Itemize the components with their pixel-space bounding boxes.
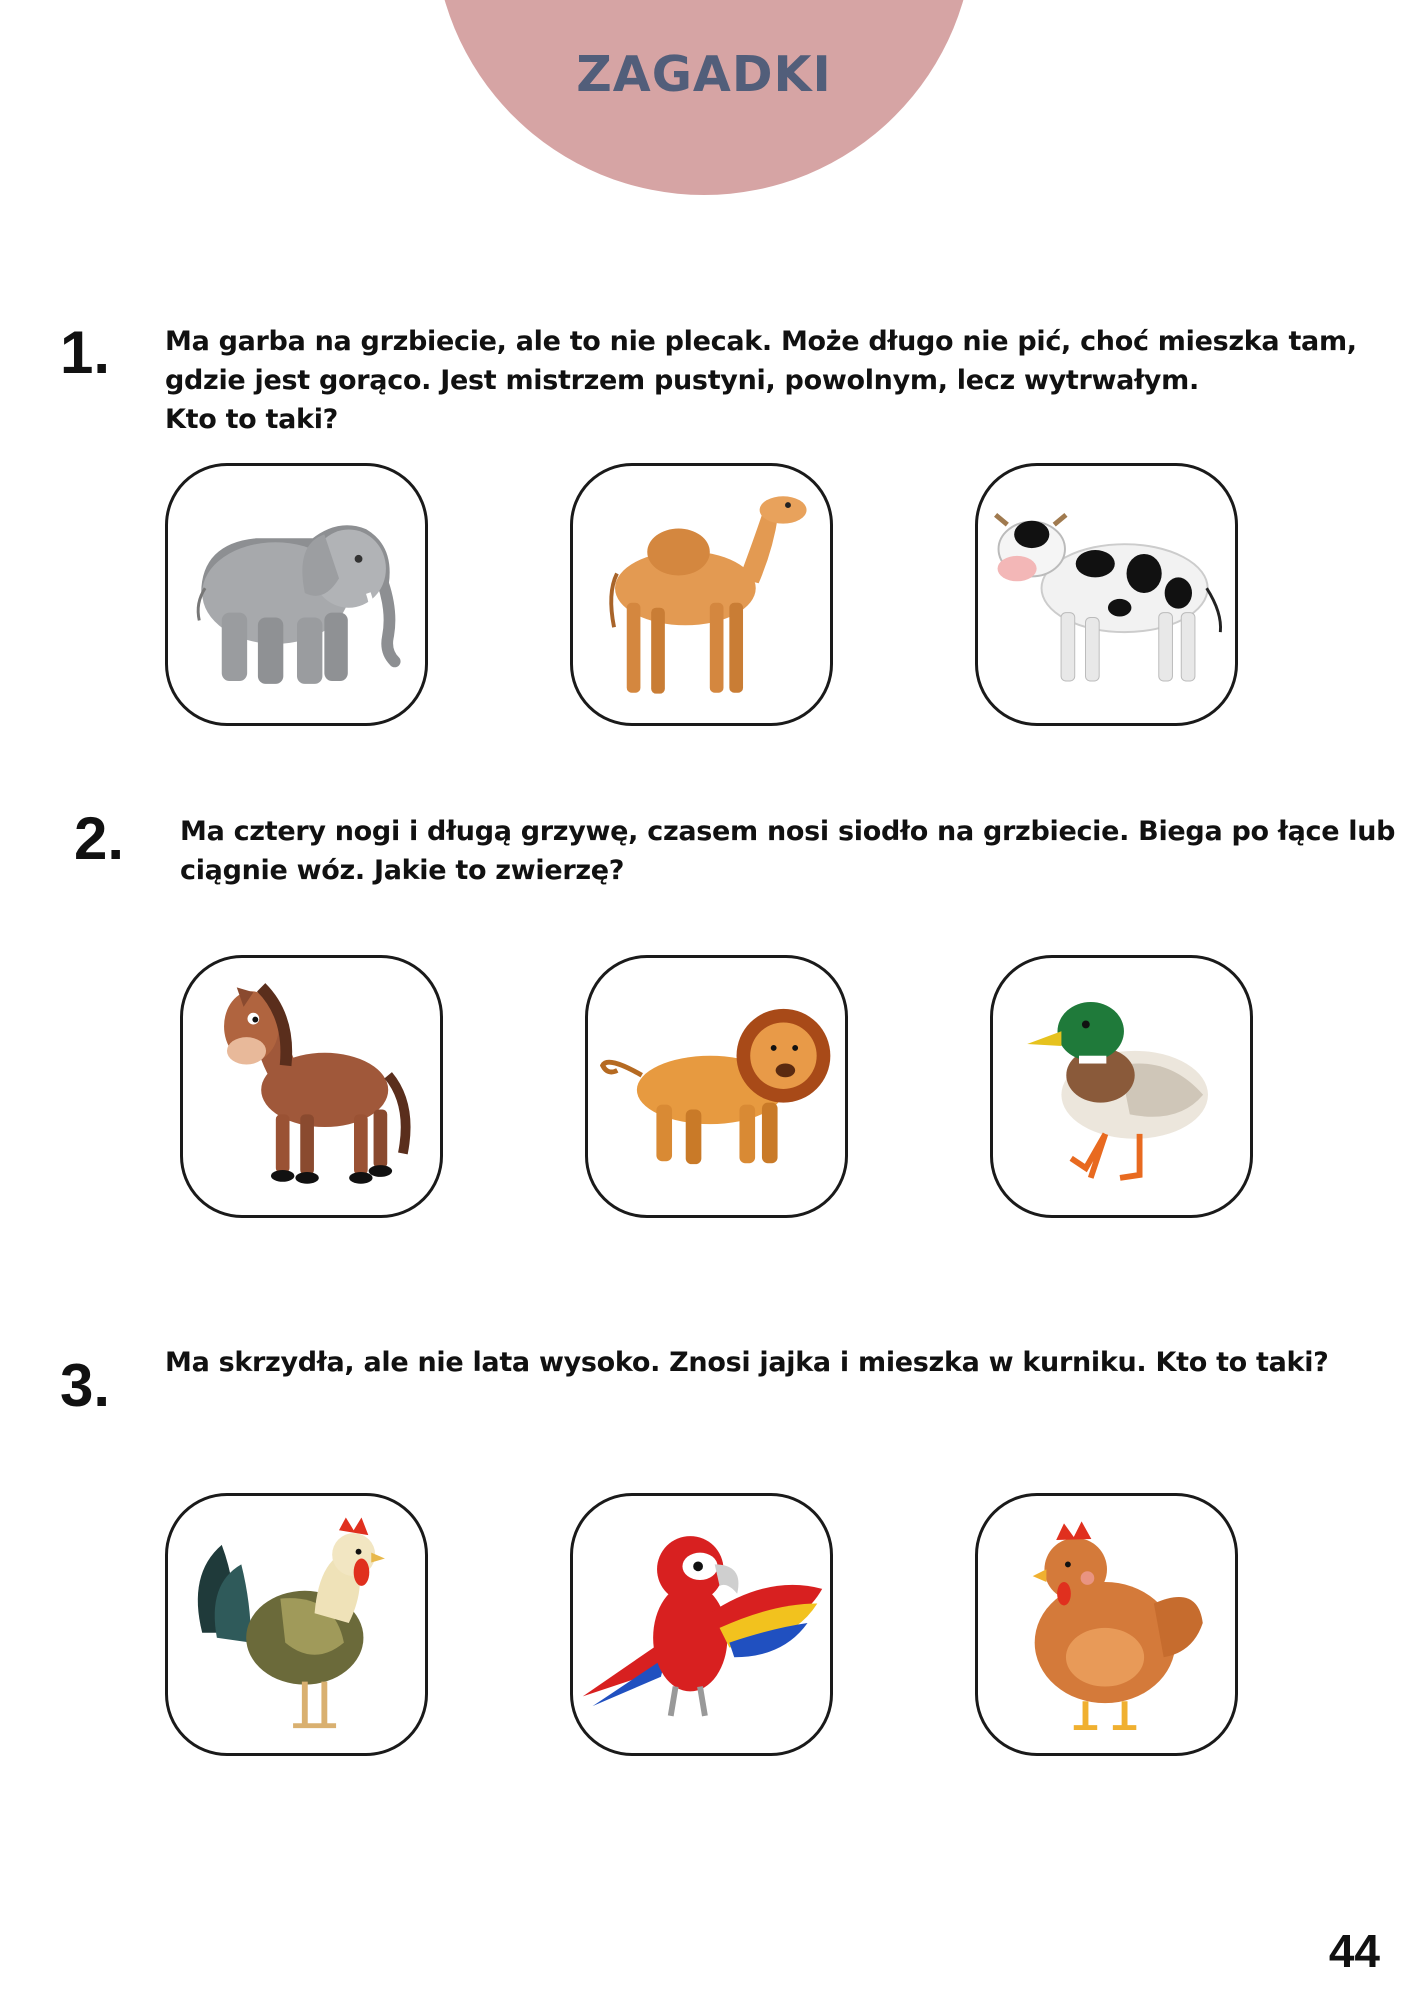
option-card-elephant[interactable] xyxy=(165,463,428,726)
question-line: Ma skrzydła, ale nie lata wysoko. Znosi jajka i mieszka w kurniku. Kto to taki? xyxy=(165,1347,1329,1378)
option-card-camel[interactable] xyxy=(570,463,833,726)
page-number: 44 xyxy=(1328,1925,1380,1977)
option-card-hen[interactable] xyxy=(975,1493,1238,1756)
cow-icon xyxy=(978,466,1235,723)
question-line: Ma garba na grzbiecie, ale to nie plecak. Może długo nie pić, choć mieszka tam, xyxy=(165,326,1357,357)
option-card-rooster[interactable] xyxy=(165,1493,428,1756)
hen-icon xyxy=(978,1496,1235,1753)
question-2-number: 2. xyxy=(74,805,125,872)
option-card-horse[interactable] xyxy=(180,955,443,1218)
question-line: ciągnie wóz. Jakie to zwierzę? xyxy=(180,855,625,886)
question-line: Kto to taki? xyxy=(165,404,339,435)
question-line: Ma cztery nogi i długą grzywę, czasem nosi siodło na grzbiecie. Biega po łące lub xyxy=(180,816,1396,847)
question-line: gdzie jest gorąco. Jest mistrzem pustyni, powolnym, lecz wytrwałym. xyxy=(165,365,1199,396)
lion-icon xyxy=(588,958,845,1215)
option-card-parrot[interactable] xyxy=(570,1493,833,1756)
option-card-cow[interactable] xyxy=(975,463,1238,726)
page-title: ZAGADKI xyxy=(576,46,832,103)
duck-icon xyxy=(993,958,1250,1215)
horse-icon xyxy=(183,958,440,1215)
question-1-text xyxy=(165,322,1357,439)
option-card-duck[interactable] xyxy=(990,955,1253,1218)
question-3-number: 3. xyxy=(60,1352,111,1419)
rooster-icon xyxy=(168,1496,425,1753)
option-card-lion[interactable] xyxy=(585,955,848,1218)
question-2-text xyxy=(180,812,1395,890)
elephant-icon xyxy=(168,466,425,723)
question-1-number: 1. xyxy=(60,319,111,386)
question-3-text xyxy=(165,1343,1329,1382)
camel-icon xyxy=(573,466,830,723)
parrot-icon xyxy=(573,1496,830,1753)
